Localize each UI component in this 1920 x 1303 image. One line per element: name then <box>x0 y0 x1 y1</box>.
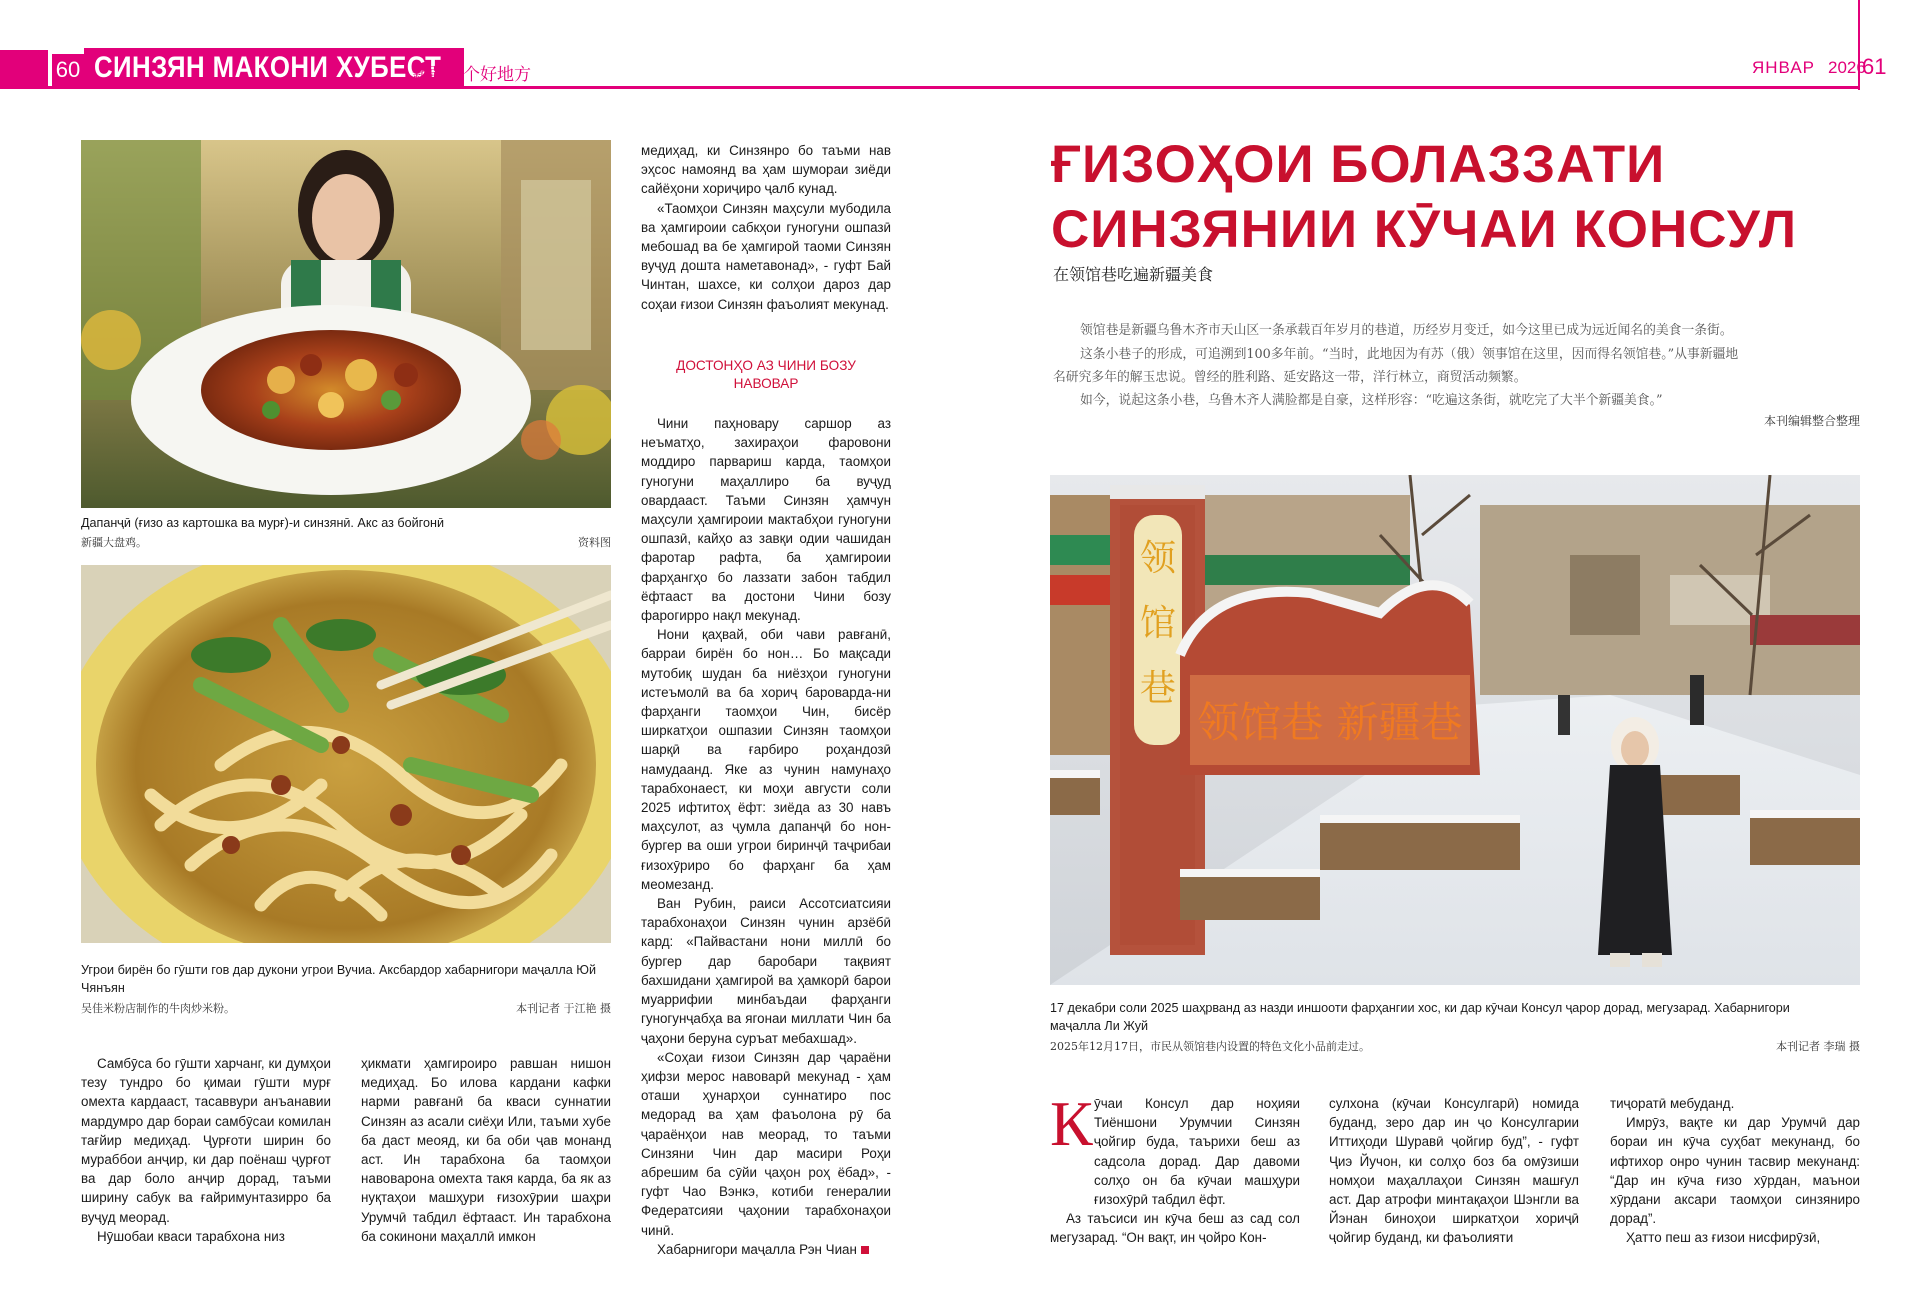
street-photo-caption-line2: маҷалла Ли Жуй <box>1050 1019 1149 1033</box>
article-subtitle-chinese: 在领馆巷吃遍新疆美食 <box>1053 267 1214 284</box>
consul-street-photo-illustration <box>1050 475 1860 985</box>
paragraph: ҳикмати ҳамгироиро равшан нишон медиҳад. Бо илова кардани кафки нарми равғанӣ ба кваси суннатии Синзян аз асали сиёҳи Или, таъми хубе ба даст меояд, ки ба оби ҷав монанд аст. Ин тарабхона ба таомҳои навоварона омехта такя карда, ба як аз нуқтаҳои машҳури ғизохӯрии шаҳри Урумчӣ табдил ёфтааст. Ин тарабхона ба сокинони маҳаллӣ имкон <box>361 1056 611 1244</box>
section-title-box <box>84 48 464 88</box>
issue-month: ЯНВАР <box>1752 58 1816 77</box>
noodles-caption-chinese: 吴佳米粉店制作的牛肉炒米粉。 <box>81 1002 235 1015</box>
drop-cap: К <box>1050 1088 1093 1159</box>
paragraph: Чини паҳновару саршор аз неъматҳо, захираҳои фаровони моддиро парвариш карда, таомҳои гуногуни маҳаллиро ба вуҷуд овардааст. Таъми Синзян ҳамчун маҳсули ҳамгироии мактабҳои гуногуни ошпазӣ, кайҳо аз завқи одии чашидан фаротар рафта, ба ҳамгироии фарҳангҳо бо лаззати забон табдил ёфтааст ва достони Чини бозу фарогирро нақл мекунад. <box>641 416 891 624</box>
section-subhead: ДОСТОНҲО АЗ ЧИНИ БОЗУ НАВОВАР <box>676 358 856 391</box>
header-accent-bar <box>0 50 48 86</box>
street-photo-credit: 本刊记者 李瑞 摄 <box>1776 1040 1860 1053</box>
paragraph: Аз таъсиси ин кӯча беш аз сад сол мегузарад. “Он вақт, ин ҷойро Кон- <box>1050 1211 1300 1246</box>
svg-text:领: 领 <box>1139 538 1177 579</box>
paragraph: «Соҳаи ғизои Синзян дар ҷараёни ҳифзи мерос навоварӣ мекунад - ҳам оташи ҳунарҳои суннатиро пос медорад ва ҳам фаъолона рӯ ба ҷараёнҳои нав меорад, то таъми Синзяни Чин дар масири Роҳи абрешим ба сӯйи ҷаҳон роҳ ёбад», - гуфт Чао Вэнкэ, котиби генералии Федератсияи ҷаҳонии тарабхонаҳои чинӣ. <box>641 1049 891 1238</box>
dapanji-photo-illustration <box>81 140 611 508</box>
paragraph: Имрӯз, вақте ки дар Урумчӣ дар бораи ин кӯча суҳбат мекунанд, бо ифтихор онро чунин тасвир мекунанд: “Дар ин кӯча ғизо хӯрдан, маънои хӯрдани аксари таомҳои синзяниро дорад”. <box>1610 1115 1860 1227</box>
left-page-column-2 <box>361 1054 611 1246</box>
street-photo-caption-line1: 17 декабри соли 2025 шаҳрванд аз назди иншооти фарҳангии хос, ки дар кӯчаи Консул ҷарор дорад, мегузарад. Хабарнигори <box>1050 1001 1790 1015</box>
signature-text: Хабарнигори маҷалла Рэн Чиан <box>657 1241 857 1257</box>
paragraph: «Таомҳои Синзян маҳсули мубодила ва ҳамгироии сабкҳои гуногуни ошпазӣ мебошад ва бе ҳамгирой таоми Синзян вуҷуд дошта наметавонад», - гуфт Бай Чинтан, шахсе, ки солҳои дароз дар соҳаи ғизои Синзян фаъолият мекунад. <box>641 200 891 312</box>
dapanji-caption: Дапанҷӣ (ғизо аз картошка ва мурғ)-и синзянӣ. Акс аз бойгонӣ <box>81 516 444 530</box>
intro-chinese-line4: 如今，说起这条小巷，乌鲁木齐人满脸都是自豪，这样形容：“吃遍这条街，就吃完了大半个新疆美食。” <box>1080 393 1663 408</box>
paragraph: Ван Рубин, раиси Ассотсиатсияи тарабхонаҳои Синзян чунин арзёбӣ кард: «Пайвастани нони миллӣ бо бургер дар баробари тақвият бахшидани ҳамгирой ва ҳамкорӣ барои муаррифии минбаъдаи фарҳанги гуногунҷабҳа ва ягонаи миллати Чин ба ҷаҳони беруна суръат мебахшад». <box>641 896 891 1046</box>
paragraph: ӯчаи Консул дар ноҳияи Тиёншони Урумчии Синзян ҷойгир буда, таърихи беш аз садсола дорад. Дар давоми солҳо он ба кӯчаи машҳури ғизохӯрӣ табдил ёфт. <box>1094 1096 1300 1208</box>
left-page-column-3-continued <box>641 414 891 1259</box>
article-title-line2: СИНЗЯНИИ КӮЧАИ КОНСУЛ <box>1051 200 1798 259</box>
noodles-photo <box>81 565 611 943</box>
intro-chinese-line2: 这条小巷子的形成，可追溯到100多年前。“当时，此地因为有苏（俄）领事馆在这里，因而得名领馆巷。”从事新疆地 <box>1080 347 1739 362</box>
section-title: СИНЗЯН МАКОНИ ХУБЕСТ <box>94 51 442 84</box>
paragraph: Нони қаҳвай, оби чави равғанӣ, барраи бирён бо нон… Бо мақсади мутобиқ шудан ба ниёзҳои гуногуни истеъмолӣ ва ба хориҷ бароварда-ни фарҳанги таомҳои Чин, бисёр ширкатҳои ошпазии Синзян таомҳои шарқӣ ва ғарбиро роҳандозӣ намудаанд. Яке аз чунин намунаҳо тарабхонаест, ки моҳи августи соли 2025 ифтитоҳ ёфт: зиёда аз 30 навъ маҳсулот, аз ҷумла дапанҷӣ бо нон-бургер ва оши угрои биринҷӣ таҷрибаи ғизохӯриро бо фарҳанг ба ҳам меомезанд. <box>641 627 891 892</box>
right-page-column-1 <box>1050 1088 1300 1248</box>
street-photo-caption-chinese: 2025年12月17日，市民从领馆巷内设置的特色文化小品前走过。 <box>1050 1040 1370 1053</box>
author-signature <box>641 1240 891 1259</box>
article-title <box>1051 132 1851 262</box>
paragraph: Ҳатто пеш аз ғизои нисфирӯзӣ, <box>1626 1230 1821 1246</box>
svg-text:馆: 馆 <box>1139 603 1177 644</box>
svg-text:领馆巷 新疆巷: 领馆巷 新疆巷 <box>1197 698 1463 747</box>
dapanji-caption-chinese: 新疆大盘鸡。 <box>81 536 147 549</box>
paragraph: тиҷоратӣ мебуданд. <box>1610 1096 1735 1111</box>
svg-text:巷: 巷 <box>1139 668 1177 709</box>
right-page-number: 61 <box>1862 54 1887 79</box>
right-page-column-3 <box>1610 1094 1860 1248</box>
consul-street-photo <box>1050 475 1860 985</box>
paragraph: Самбӯса бо гӯшти харчанг, ки думҳои тезу тундро бо қимаи гӯшти мурғ омехта кардааст, тасаввури анъанавии мардумро дар бораи самбӯсаи комилан тағйир медиҳад. Ҷурғоти ширин бо мураббои анҷир, ки дар поёнаш ҷурғот ва дар боло анҷир дорад, таъми ширину сабук ва ғайримунтазирро ба вуҷуд меорад. <box>81 1056 331 1225</box>
issue-year: 2026 <box>1828 58 1866 77</box>
noodles-photo-illustration <box>81 565 611 943</box>
paragraph: медиҳад, ки Синзянро бо таъми нав эҳсос намоянд ва ҳам шумораи зиёди сайёҳони хориҷиро ҷалб кунад. <box>641 143 891 197</box>
end-of-article-mark <box>861 1246 869 1254</box>
dapanji-photo <box>81 140 611 508</box>
left-page-column-3 <box>641 141 891 314</box>
right-page-column-2 <box>1329 1094 1579 1248</box>
left-page-column-1 <box>81 1054 331 1246</box>
article-title-line1: ҒИЗОҲОИ БОЛАЗЗАТИ <box>1051 135 1666 194</box>
header-rule <box>0 86 1860 89</box>
intro-credit: 本刊编辑整合整理 <box>1763 414 1860 428</box>
noodles-caption-line1: Угрои бирён бо гӯшти гов дар дукони угрои Вучиа. Аксбардор хабарнигори маҷалла Юй <box>81 963 597 977</box>
left-page-number: 60 <box>52 54 84 86</box>
paragraph: Нӯшобаи кваси тарабхона низ <box>97 1228 285 1244</box>
noodles-caption-line2: Чянъян <box>81 981 125 995</box>
noodles-photo-credit: 本刊记者 于江艳 摄 <box>516 1002 611 1015</box>
dapanji-photo-credit: 资料图 <box>578 536 611 549</box>
intro-chinese-line3: 名研究多年的解玉忠说。曾经的胜利路、延安路这一带，洋行林立，商贸活动频繁。 <box>1053 370 1527 385</box>
paragraph: сулхона (кӯчаи Консулгарӣ) номида буданд, зеро дар ин ҷо Консулгарии Иттиҳоди Шуравӣ ҷойгир буд”, - гуфт Ҷиэ Йучон, ки солҳо боз ба омӯзиши номҳои маҳаллаҳои Синзян машғул аст. Дар атрофи минтақаҳои Шэнгли ва Йэнан биноҳои ширкатҳои хориҷӣ ҷойгир буданд, ки фаъолияти <box>1329 1096 1579 1246</box>
intro-chinese-line1: 领馆巷是新疆乌鲁木齐市天山区一条承载百年岁月的巷道，历经岁月变迁，如今这里已成为远近闻名的美食一条街。 <box>1080 323 1733 338</box>
section-title-chinese: 新疆是个好地方 <box>412 65 531 85</box>
